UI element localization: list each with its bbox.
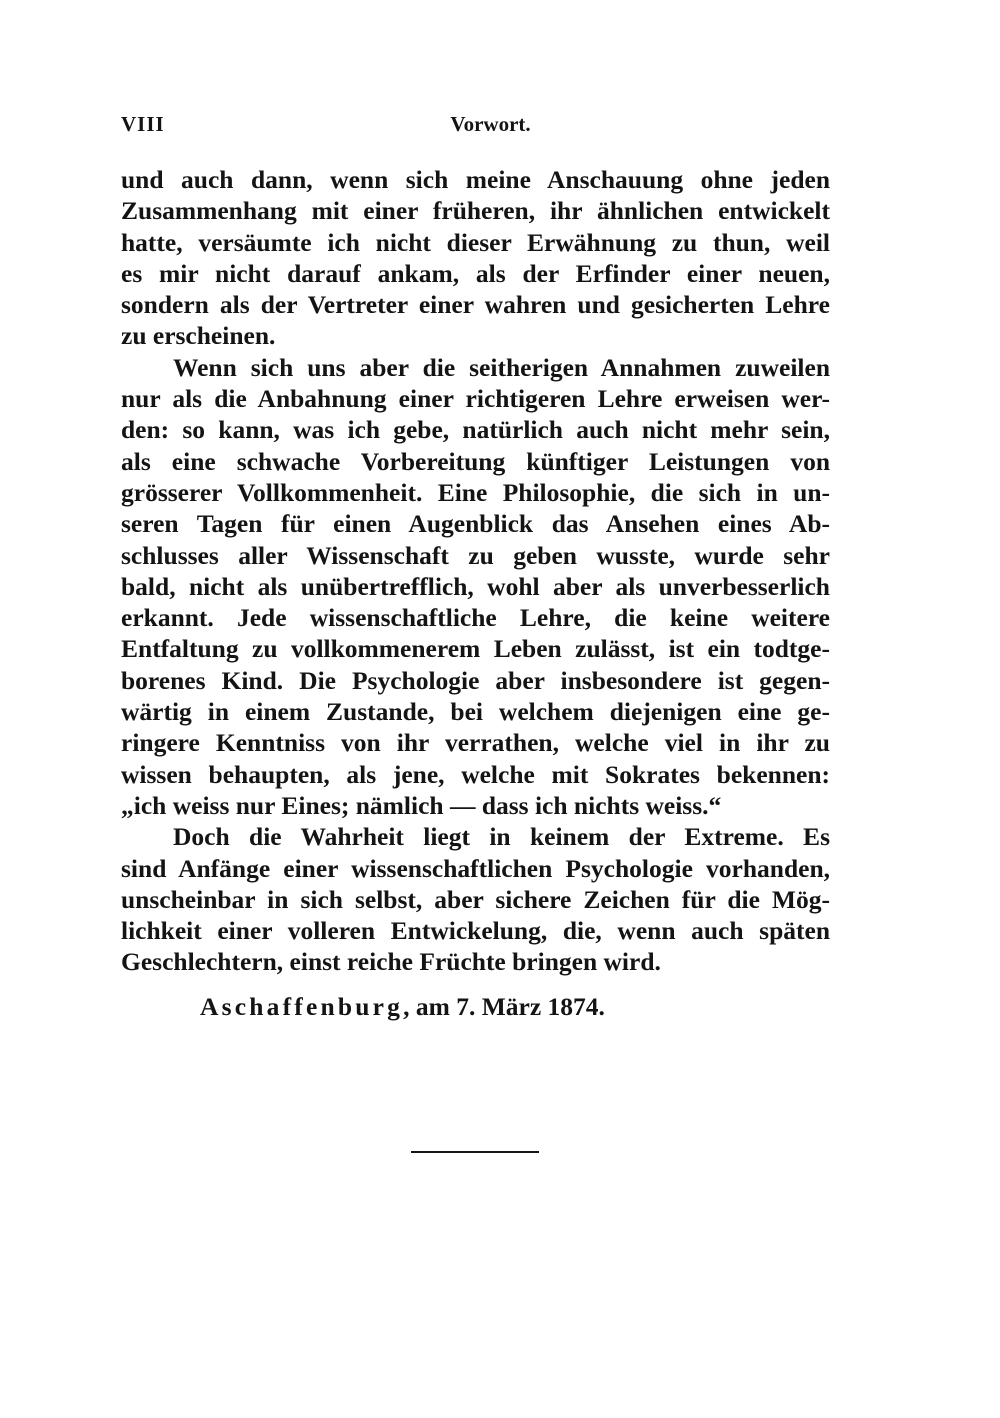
text-line: es mir nicht darauf ankam, als der Erfinder einer neuen, [121,258,830,288]
text-line: als eine schwache Vorbereitung künftiger Leistungen von [121,446,830,476]
text-line: Geschlechtern, einst reiche Früchte bringen wird. [121,947,661,977]
dateline-place: Aschaffenburg [200,992,404,1021]
text-line: Zusammenhang mit einer früheren, ihr ähnlichen entwickelt [121,196,830,226]
text-line: grösserer Vollkommenheit. Eine Philosophie, die sich in un- [121,477,830,507]
text-line: Doch die Wahrheit liegt in keinem der Extreme. Es [173,822,830,852]
text-line: seren Tagen für einen Augenblick das Ansehen eines Ab- [121,509,830,539]
text-line: schlusses aller Wissenschaft zu geben wusste, wurde sehr [121,540,830,570]
running-head [121,112,830,142]
text-line: unscheinbar in sich selbst, aber sichere Zeichen für die Mög- [121,884,830,914]
paragraph-2 [121,352,830,821]
text-line: den: so kann, was ich gebe, natürlich auch nicht mehr sein, [121,415,830,445]
text-line: „ich weiss nur Eines; nämlich — dass ich nichts weiss.“ [121,790,722,820]
text-line: zu erscheinen. [121,321,276,351]
body-text [121,164,830,978]
end-rule [411,1151,539,1153]
text-line: nur als die Anbahnung einer richtigeren Lehre erweisen wer- [121,384,830,414]
text-line: wissen behaupten, als jene, welche mit Sokrates bekennen: [121,759,830,789]
page-number: VIII [121,112,165,136]
text-line: bald, nicht als unübertrefflich, wohl aber als unverbesserlich [121,571,830,601]
paragraph-1 [121,164,830,352]
text-line: sind Anfänge einer wissenschaftlichen Psychologie vorhanden, [121,853,830,883]
text-line: sondern als der Vertreter einer wahren und gesicherten Lehre [121,290,830,320]
text-line: und auch dann, wenn sich meine Anschauung ohne jeden [121,165,830,194]
text-line: Entfaltung zu vollkommenerem Leben zulässt, ist ein todtge- [121,634,830,664]
text-line: wärtig in einem Zustande, bei welchem diejenigen eine ge- [121,697,830,727]
text-line: ringere Kenntniss von ihr verrathen, welche viel in ihr zu [121,728,830,758]
text-line: borenes Kind. Die Psychologie aber insbesondere ist gegen- [121,665,830,695]
text-line: erkannt. Jede wissenschaftliche Lehre, die keine weitere [121,603,830,633]
paragraph-3 [121,821,830,977]
dateline-date: , am 7. März 1874. [403,992,605,1021]
text-line: hatte, versäumte ich nicht dieser Erwähnung zu thun, weil [121,227,830,257]
text-line: Wenn sich uns aber die seitherigen Annahmen zuweilen [173,352,830,382]
dateline [200,992,605,1022]
running-title: Vorwort. [450,112,531,136]
text-line: lichkeit einer volleren Entwickelung, die, wenn auch späten [121,916,830,946]
